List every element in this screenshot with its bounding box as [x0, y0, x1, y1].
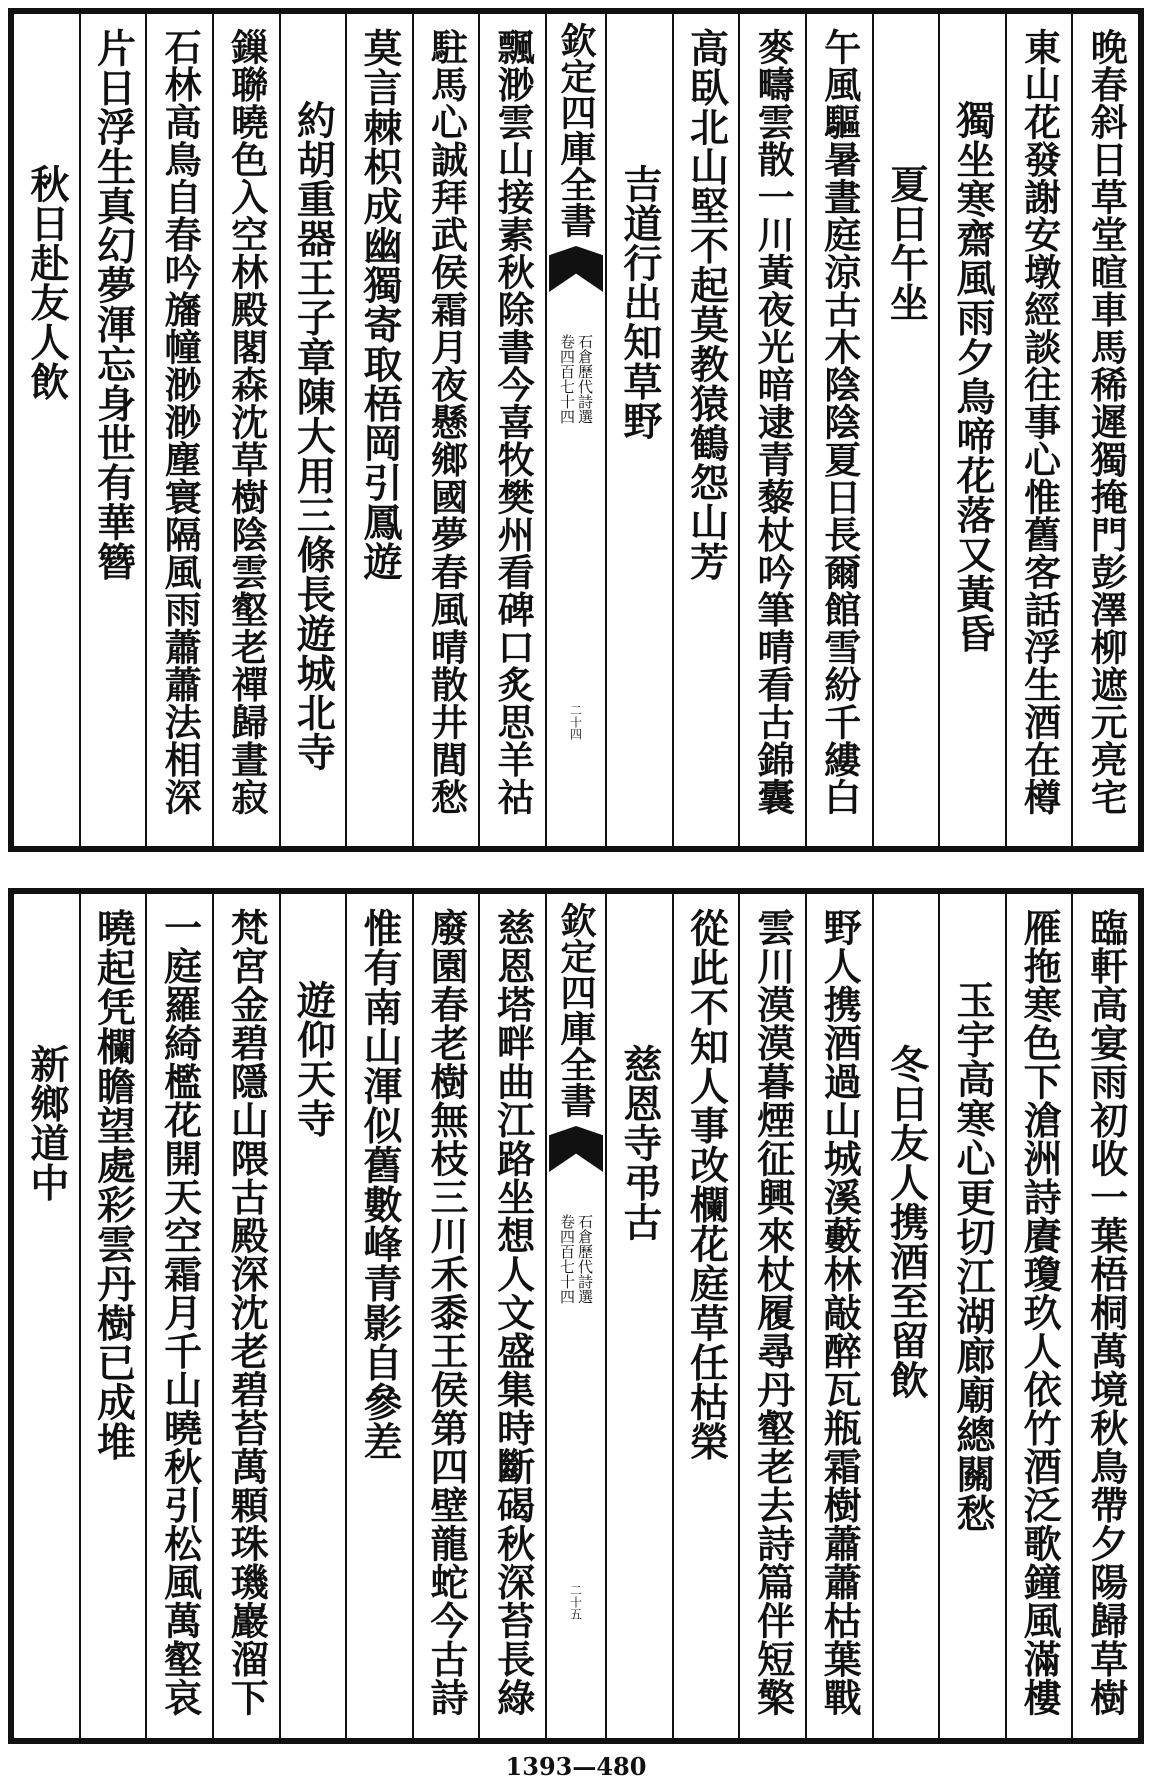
upper-column: [478, 14, 545, 846]
volume-number: 卷四百七十四: [558, 1214, 577, 1304]
upper-column: [79, 14, 146, 846]
page-reference-number: 1393—480: [505, 1752, 647, 1781]
poem-line: 鏁聯曉色入空林殿閣森沈草樹陰雲壑老禪歸晝寂: [224, 28, 269, 816]
poem-line: 莫言棘枳成幽獨寄取梧岡引鳳遊: [356, 28, 403, 581]
upper-column: [872, 14, 939, 846]
poem-line: 遊仰天寺: [290, 980, 337, 1138]
lower-page: [8, 888, 1144, 1744]
upper-center-gutter: [549, 14, 603, 846]
anthology-title: 石倉歷代詩選: [576, 1214, 595, 1304]
upper-column: [938, 14, 1005, 846]
poem-title: 夏日午坐: [883, 164, 930, 322]
upper-column: [605, 14, 672, 846]
leaf-number: 二十四: [568, 704, 583, 740]
lower-column: [478, 894, 545, 1738]
fish-tail-mark-icon: [549, 246, 603, 292]
poem-line: 雁拖寒色下滄洲詩賡瓊玖人依竹酒泛歌鐘風滿樓: [1017, 908, 1063, 1717]
upper-column: [212, 14, 279, 846]
upper-column: [738, 14, 805, 846]
poem-line: 雲川漠漠暮煙征興來杖履尋丹壑老去詩篇伴短檠: [750, 908, 796, 1717]
poem-line: 曉起凭欄瞻望處彩雲丹樹已成堆: [90, 908, 137, 1461]
poem-title: 秋日赴友人飲: [23, 164, 70, 401]
poem-line: 片日浮生真幻夢渾忘身世有華簪: [90, 28, 137, 581]
poem-line: 從此不知人事改欄花庭草任枯榮: [683, 908, 730, 1461]
volume-info: [558, 1214, 594, 1514]
upper-column: [1071, 14, 1138, 846]
book-title: 欽定四庫全書: [555, 902, 598, 1118]
poem-title: 吉道行出知草野: [616, 164, 663, 441]
poem-line: 廢園春老樹無枝三川禾黍王侯第四壁龍蛇今古詩: [424, 908, 470, 1717]
lower-column: [14, 894, 79, 1738]
upper-column: [1005, 14, 1072, 846]
poem-line: 高臥北山堅不起莫教猿鶴怨山芳: [683, 28, 730, 581]
lower-column: [212, 894, 279, 1738]
upper-column: [345, 14, 412, 846]
lower-column: [872, 894, 939, 1738]
poem-line: 慈恩塔畔曲江路坐想人文盛集時斷碣秋深苔長綠: [490, 908, 536, 1717]
lower-column: [605, 894, 672, 1738]
lower-column: [345, 894, 412, 1738]
lower-column: [938, 894, 1005, 1738]
poem-line: 午風驅暑晝庭涼古木陰陰夏日長爾館雪紛千縷白: [817, 28, 862, 816]
lower-column: [805, 894, 872, 1738]
lower-column: [738, 894, 805, 1738]
fish-tail-mark-icon: [549, 1126, 603, 1172]
poem-line: 野人携酒過山城溪藪林敲醉瓦瓶霜樹蕭蕭枯葉戰: [817, 908, 863, 1717]
lower-column: [1005, 894, 1072, 1738]
volume-info: [558, 334, 594, 634]
lower-column: [79, 894, 146, 1738]
poem-line: 石林高鳥自春吟旛幢渺渺塵寰隔風雨蕭蕭法相深: [158, 28, 203, 816]
lower-page-columns: [14, 894, 1138, 1738]
poem-title: 冬日友人携酒至留飲: [883, 1044, 930, 1400]
poem-line: 惟有南山渾似舊數峰青影自參差: [356, 908, 403, 1461]
lower-column: [672, 894, 739, 1738]
poem-line: 東山花發謝安墩經談往事心惟舊客話浮生酒在樽: [1017, 28, 1062, 816]
upper-page: [8, 8, 1144, 852]
lower-center-gutter: [549, 894, 603, 1738]
volume-number: 卷四百七十四: [558, 334, 577, 424]
poem-line: 飄渺雲山接素秋除書今喜牧樊州看碑口炙思羊祜: [491, 28, 536, 816]
poem-line: 臨軒高宴雨初收一葉梧桐萬境秋鳥帶夕陽歸草樹: [1083, 908, 1129, 1717]
poem-line: 一庭羅綺檻花開天空霜月千山曉秋引松風萬壑哀: [157, 908, 203, 1717]
book-title: 欽定四庫全書: [555, 22, 598, 238]
lower-column: [279, 894, 346, 1738]
poem-title: 新鄉道中: [23, 1044, 70, 1202]
upper-column: [412, 14, 479, 846]
poem-line: 駐馬心誠拜武侯霜月夜懸鄉國夢春風晴散井閭愁: [424, 28, 469, 816]
upper-column: [14, 14, 79, 846]
upper-column: [672, 14, 739, 846]
leaf-number: 二十五: [568, 1584, 583, 1620]
upper-column: [805, 14, 872, 846]
lower-column: [145, 894, 212, 1738]
poem-line: 麥疇雲散一川黃夜光暗逮青藜杖吟筆晴看古錦囊: [751, 28, 796, 816]
poem-line: 晚春斜日草堂暄車馬稀遲獨掩門彭澤柳遮元亮宅: [1084, 28, 1129, 816]
poem-line: 玉宇高寒心更切江湖廊廟總關愁: [949, 980, 996, 1533]
poem-title: 慈恩寺弔古: [616, 1044, 663, 1242]
lower-column: [1071, 894, 1138, 1738]
upper-column: [279, 14, 346, 846]
lower-column: [412, 894, 479, 1738]
anthology-title: 石倉歷代詩選: [576, 334, 595, 424]
upper-page-columns: [14, 14, 1138, 846]
upper-column: [145, 14, 212, 846]
upper-column: [545, 14, 605, 846]
poem-line: 獨坐寒齋風雨夕鳥啼花落又黃昏: [949, 100, 996, 653]
poem-line: 梵宮金碧隱山隈古殿深沈老碧苔萬顆珠璣巖溜下: [224, 908, 270, 1717]
lower-column: [545, 894, 605, 1738]
poem-line: 約胡重器王子章陳大用三條長遊城北寺: [290, 100, 337, 772]
